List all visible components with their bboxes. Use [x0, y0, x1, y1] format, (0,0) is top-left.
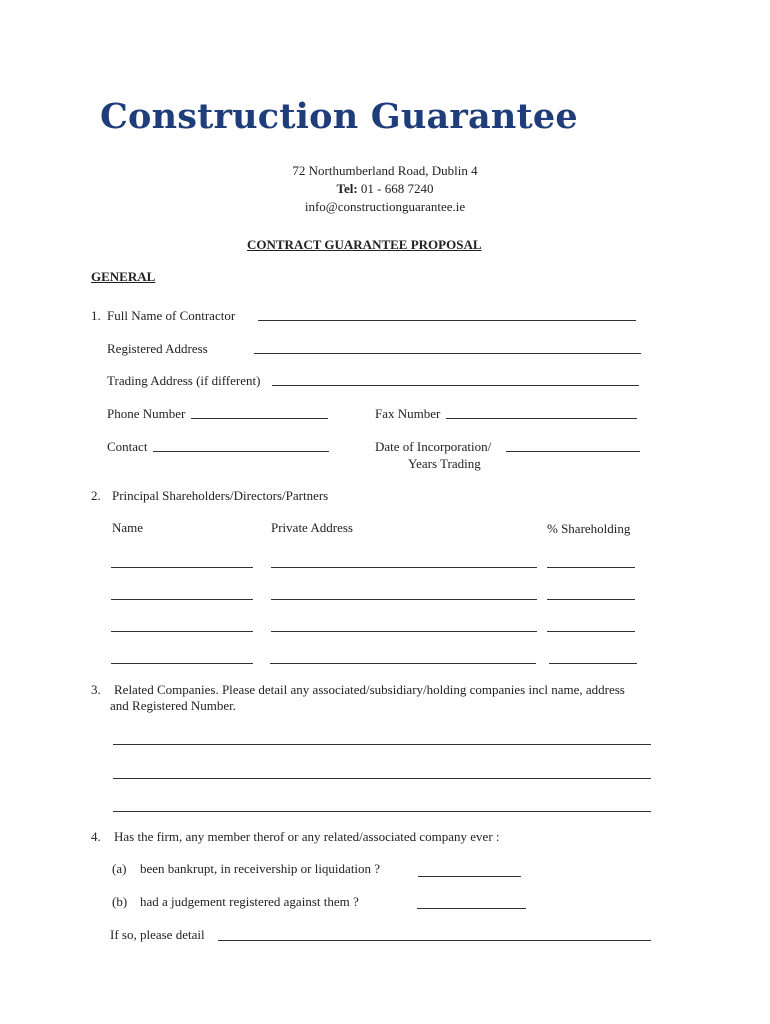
details-field[interactable]	[218, 940, 651, 941]
tel-value: 01 - 668 7240	[357, 181, 434, 196]
q2-text: Principal Shareholders/Directors/Partners	[112, 488, 329, 503]
related-companies-field[interactable]	[113, 778, 651, 779]
q3-text-line1: Related Companies. Please detail any associated/subsidiary/holding companies incl name, address	[114, 682, 625, 697]
company-address: 72 Northumberland Road, Dublin 4	[292, 163, 478, 178]
q4a-label: (a)	[112, 861, 127, 876]
shareholder-name-field[interactable]	[111, 599, 253, 600]
form-title: CONTRACT GUARANTEE PROPOSAL	[247, 237, 482, 252]
contact-field[interactable]	[153, 451, 329, 452]
shareholder-address-field[interactable]	[271, 631, 537, 632]
q4b-label: (b)	[112, 894, 128, 909]
tel-label: Tel:	[336, 181, 358, 196]
company-phone	[0, 181, 770, 197]
contact-label: Contact	[107, 439, 148, 454]
col-address-header: Private Address	[271, 520, 353, 535]
registered-address-field[interactable]	[254, 353, 641, 354]
q4b-text: had a judgement registered against them ?	[140, 894, 359, 909]
years-trading-label: Years Trading	[408, 456, 481, 471]
if-so-label: If so, please detail	[110, 927, 205, 942]
registered-address-label: Registered Address	[107, 341, 208, 356]
q4-text: Has the firm, any member therof or any related/associated company ever :	[114, 829, 500, 844]
fax-label: Fax Number	[375, 406, 441, 421]
shareholding-field[interactable]	[547, 567, 635, 568]
q1-number: 1.	[91, 308, 101, 323]
shareholder-name-field[interactable]	[111, 567, 253, 568]
shareholding-field[interactable]	[547, 631, 635, 632]
judgement-answer-field[interactable]	[417, 908, 526, 909]
fax-field[interactable]	[446, 418, 637, 419]
shareholder-name-field[interactable]	[111, 663, 253, 664]
phone-label: Phone Number	[107, 406, 186, 421]
full-name-field[interactable]	[258, 320, 636, 321]
date-incorporation-label: Date of Incorporation/	[375, 439, 492, 454]
section-general: GENERAL	[91, 269, 156, 284]
shareholding-field[interactable]	[547, 599, 635, 600]
company-email: info@constructionguarantee.ie	[304, 199, 466, 214]
date-incorporation-field[interactable]	[506, 451, 640, 452]
related-companies-field[interactable]	[113, 811, 651, 812]
col-shareholding-header: % Shareholding	[547, 521, 631, 536]
related-companies-field[interactable]	[113, 744, 651, 745]
q3-number: 3.	[91, 682, 101, 697]
phone-field[interactable]	[191, 418, 328, 419]
shareholding-field[interactable]	[549, 663, 637, 664]
col-name-header: Name	[112, 520, 144, 535]
trading-address-field[interactable]	[272, 385, 639, 386]
shareholder-address-field[interactable]	[271, 599, 537, 600]
q4-number: 4.	[91, 829, 101, 844]
trading-address-label: Trading Address (if different)	[107, 373, 261, 388]
shareholder-address-field[interactable]	[270, 663, 536, 664]
shareholder-name-field[interactable]	[111, 631, 253, 632]
shareholder-address-field[interactable]	[271, 567, 537, 568]
q2-number: 2.	[91, 488, 101, 503]
company-logo: Construction Guarantee	[100, 96, 578, 137]
bankrupt-answer-field[interactable]	[418, 876, 521, 877]
q3-text-line2: and Registered Number.	[110, 698, 236, 713]
q4a-text: been bankrupt, in receivership or liquidation ?	[140, 861, 381, 876]
full-name-label: Full Name of Contractor	[107, 308, 236, 323]
